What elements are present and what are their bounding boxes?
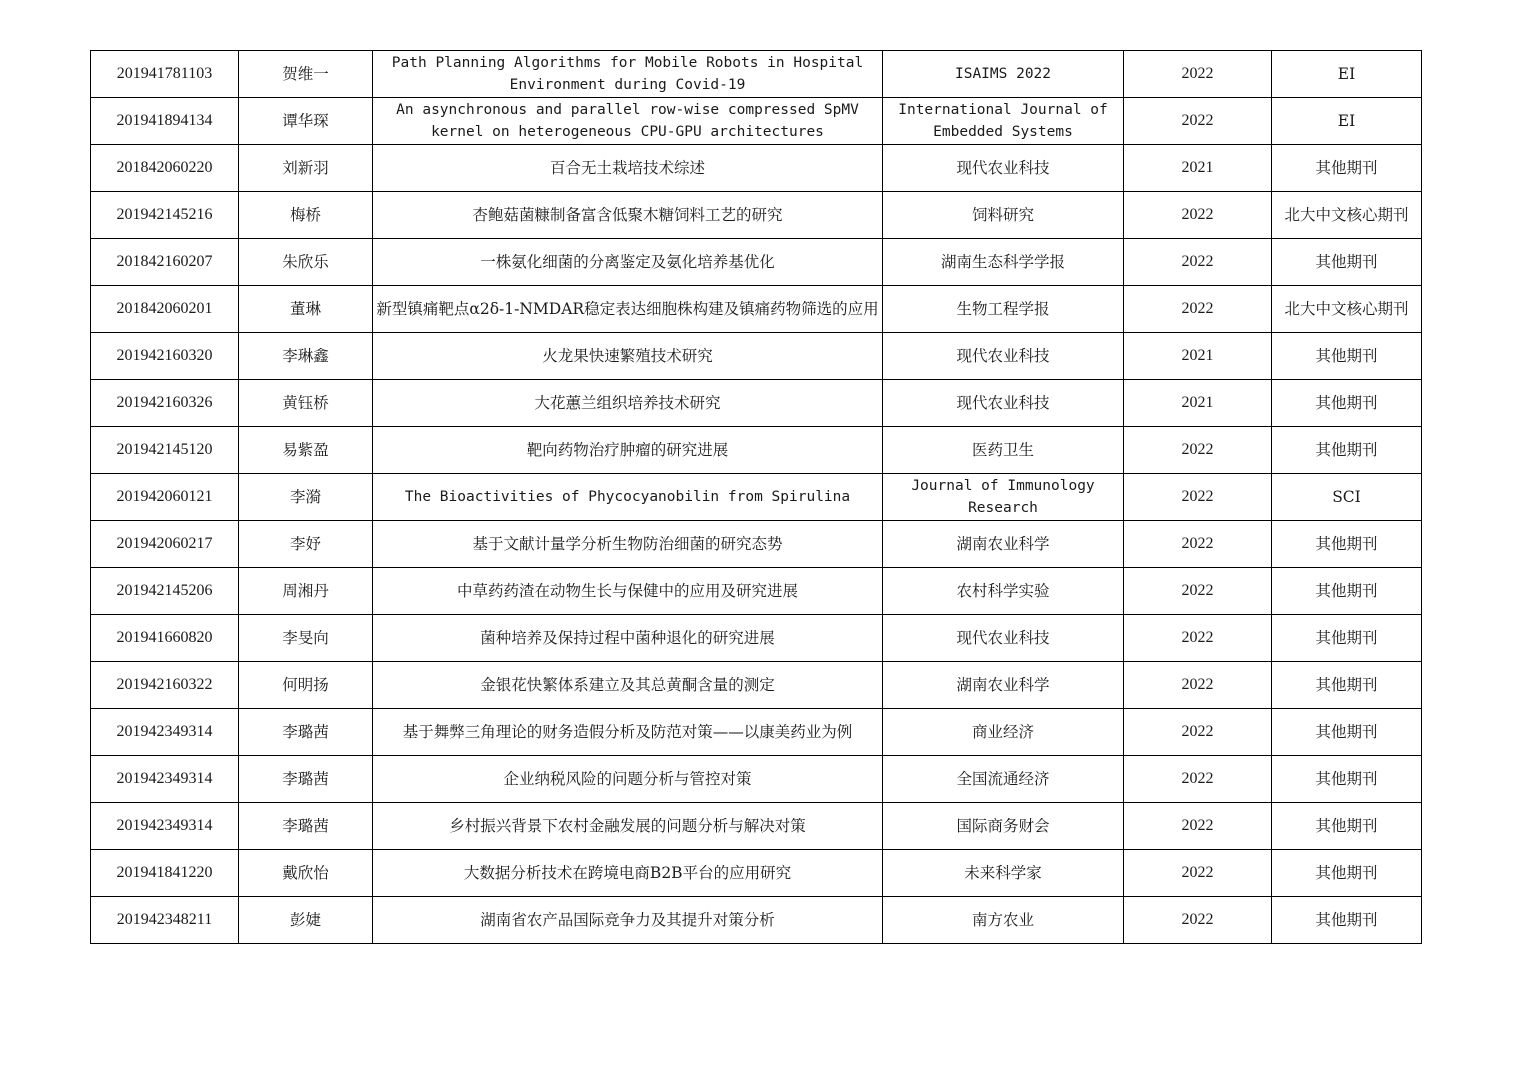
paper-title-cell: 百合无土栽培技术综述 [373,145,883,192]
journal-cell: 生物工程学报 [883,286,1124,333]
index-type-cell: 其他期刊 [1272,380,1422,427]
journal-cell: 未来科学家 [883,850,1124,897]
student-name-cell: 董琳 [239,286,373,333]
student-name-cell: 易紫盈 [239,427,373,474]
year-cell: 2022 [1124,615,1272,662]
year-cell: 2021 [1124,333,1272,380]
paper-title-cell: The Bioactivities of Phycocyanobilin from Spirulina [373,474,883,521]
table-body [91,51,1422,944]
student-id-cell: 201942160326 [91,380,239,427]
student-id-cell: 201842160207 [91,239,239,286]
index-type-cell: 北大中文核心期刊 [1272,286,1422,333]
paper-title-cell: Path Planning Algorithms for Mobile Robots in Hospital Environment during Covid-19 [373,51,883,98]
student-name-cell: 李璐茜 [239,803,373,850]
index-type-cell: 其他期刊 [1272,521,1422,568]
table-row [91,239,1422,286]
year-cell: 2022 [1124,521,1272,568]
index-type-cell: 其他期刊 [1272,803,1422,850]
table-row [91,286,1422,333]
year-cell: 2022 [1124,192,1272,239]
student-id-cell: 201942349314 [91,709,239,756]
journal-cell: 饲料研究 [883,192,1124,239]
journal-cell: 商业经济 [883,709,1124,756]
table-row [91,51,1422,98]
student-id-cell: 201941660820 [91,615,239,662]
student-id-cell: 201942145216 [91,192,239,239]
student-id-cell: 201941781103 [91,51,239,98]
paper-title-cell: 乡村振兴背景下农村金融发展的问题分析与解决对策 [373,803,883,850]
journal-cell: 湖南农业科学 [883,521,1124,568]
student-id-cell: 201942145206 [91,568,239,615]
table-row [91,897,1422,944]
year-cell: 2022 [1124,756,1272,803]
paper-title-cell: 湖南省农产品国际竞争力及其提升对策分析 [373,897,883,944]
year-cell: 2022 [1124,850,1272,897]
paper-title-cell: 一株氨化细菌的分离鉴定及氨化培养基优化 [373,239,883,286]
student-name-cell: 何明扬 [239,662,373,709]
table-row [91,192,1422,239]
paper-title-cell: 菌种培养及保持过程中菌种退化的研究进展 [373,615,883,662]
index-type-cell: 其他期刊 [1272,145,1422,192]
student-name-cell: 周湘丹 [239,568,373,615]
paper-title-cell: 新型镇痛靶点α2δ-1-NMDAR稳定表达细胞株构建及镇痛药物筛选的应用 [373,286,883,333]
journal-cell: ISAIMS 2022 [883,51,1124,98]
student-id-cell: 201942160322 [91,662,239,709]
index-type-cell: 其他期刊 [1272,333,1422,380]
journal-cell: 农村科学实验 [883,568,1124,615]
student-name-cell: 李璐茜 [239,756,373,803]
index-type-cell: 其他期刊 [1272,850,1422,897]
student-id-cell: 201942145120 [91,427,239,474]
year-cell: 2022 [1124,51,1272,98]
table-row [91,615,1422,662]
student-name-cell: 戴欣怡 [239,850,373,897]
year-cell: 2022 [1124,709,1272,756]
student-name-cell: 李琳鑫 [239,333,373,380]
index-type-cell: 其他期刊 [1272,897,1422,944]
student-id-cell: 201842060220 [91,145,239,192]
table-row [91,850,1422,897]
year-cell: 2022 [1124,803,1272,850]
journal-cell: Journal of Immunology Research [883,474,1124,521]
student-id-cell: 201941894134 [91,98,239,145]
table-row [91,756,1422,803]
student-name-cell: 李妤 [239,521,373,568]
student-name-cell: 谭华琛 [239,98,373,145]
journal-cell: 现代农业科技 [883,333,1124,380]
student-name-cell: 刘新羽 [239,145,373,192]
year-cell: 2022 [1124,568,1272,615]
table-row [91,521,1422,568]
index-type-cell: SCI [1272,474,1422,521]
paper-title-cell: 大数据分析技术在跨境电商B2B平台的应用研究 [373,850,883,897]
year-cell: 2021 [1124,380,1272,427]
index-type-cell: 其他期刊 [1272,709,1422,756]
year-cell: 2022 [1124,286,1272,333]
index-type-cell: 北大中文核心期刊 [1272,192,1422,239]
year-cell: 2022 [1124,474,1272,521]
student-id-cell: 201942349314 [91,756,239,803]
table-row [91,709,1422,756]
index-type-cell: 其他期刊 [1272,568,1422,615]
student-name-cell: 彭婕 [239,897,373,944]
student-id-cell: 201942060217 [91,521,239,568]
index-type-cell: 其他期刊 [1272,756,1422,803]
paper-title-cell: 靶向药物治疗肿瘤的研究进展 [373,427,883,474]
table-row [91,568,1422,615]
index-type-cell: 其他期刊 [1272,239,1422,286]
year-cell: 2022 [1124,662,1272,709]
year-cell: 2022 [1124,239,1272,286]
student-name-cell: 李璐茜 [239,709,373,756]
student-name-cell: 贺维一 [239,51,373,98]
year-cell: 2022 [1124,427,1272,474]
journal-cell: 国际商务财会 [883,803,1124,850]
publication-table [90,50,1422,944]
journal-cell: International Journal of Embedded Systems [883,98,1124,145]
year-cell: 2022 [1124,897,1272,944]
index-type-cell: 其他期刊 [1272,615,1422,662]
journal-cell: 医药卫生 [883,427,1124,474]
index-type-cell: EI [1272,98,1422,145]
index-type-cell: 其他期刊 [1272,662,1422,709]
paper-title-cell: 金银花快繁体系建立及其总黄酮含量的测定 [373,662,883,709]
student-id-cell: 201942348211 [91,897,239,944]
table-row [91,333,1422,380]
student-id-cell: 201942060121 [91,474,239,521]
student-name-cell: 黄钰桥 [239,380,373,427]
student-id-cell: 201942349314 [91,803,239,850]
paper-title-cell: 杏鲍菇菌糠制备富含低聚木糖饲料工艺的研究 [373,192,883,239]
journal-cell: 全国流通经济 [883,756,1124,803]
table-row [91,662,1422,709]
journal-cell: 湖南农业科学 [883,662,1124,709]
year-cell: 2021 [1124,145,1272,192]
student-name-cell: 李漪 [239,474,373,521]
paper-title-cell: 基于文献计量学分析生物防治细菌的研究态势 [373,521,883,568]
table-row [91,427,1422,474]
journal-cell: 湖南生态科学学报 [883,239,1124,286]
journal-cell: 南方农业 [883,897,1124,944]
table-row [91,803,1422,850]
table-row [91,145,1422,192]
paper-title-cell: 企业纳税风险的问题分析与管控对策 [373,756,883,803]
journal-cell: 现代农业科技 [883,145,1124,192]
year-cell: 2022 [1124,98,1272,145]
paper-title-cell: 火龙果快速繁殖技术研究 [373,333,883,380]
paper-title-cell: An asynchronous and parallel row-wise compressed SpMV kernel on heterogeneous CPU-GPU architectures [373,98,883,145]
paper-title-cell: 基于舞弊三角理论的财务造假分析及防范对策——以康美药业为例 [373,709,883,756]
paper-title-cell: 中草药药渣在动物生长与保健中的应用及研究进展 [373,568,883,615]
index-type-cell: 其他期刊 [1272,427,1422,474]
student-id-cell: 201941841220 [91,850,239,897]
index-type-cell: EI [1272,51,1422,98]
table-row [91,380,1422,427]
journal-cell: 现代农业科技 [883,615,1124,662]
table-row [91,474,1422,521]
student-id-cell: 201942160320 [91,333,239,380]
journal-cell: 现代农业科技 [883,380,1124,427]
student-name-cell: 朱欣乐 [239,239,373,286]
student-name-cell: 李旻向 [239,615,373,662]
student-name-cell: 梅桥 [239,192,373,239]
table-row [91,98,1422,145]
paper-title-cell: 大花蕙兰组织培养技术研究 [373,380,883,427]
student-id-cell: 201842060201 [91,286,239,333]
